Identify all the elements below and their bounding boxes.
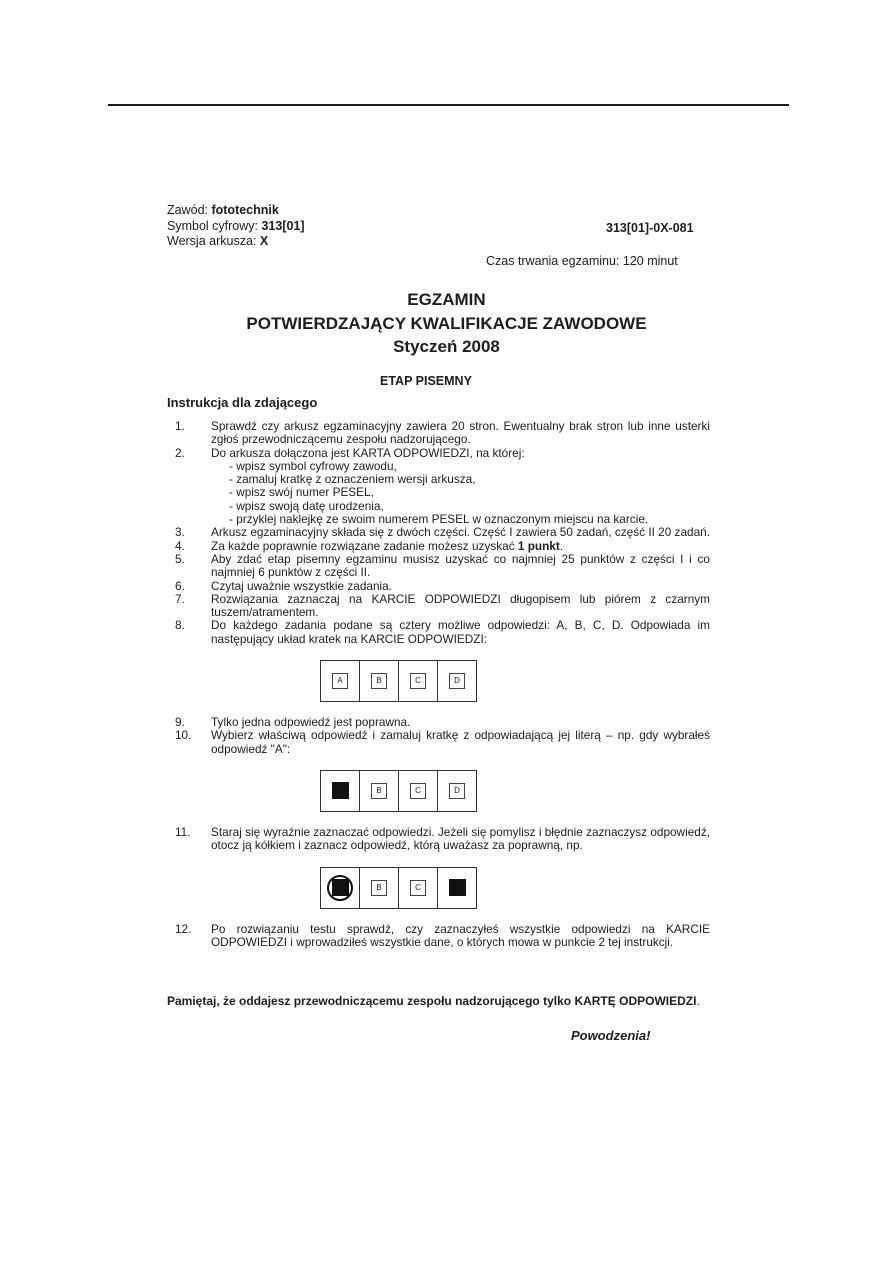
exam-duration: Czas trwania egzaminu: 120 minut [486, 254, 678, 268]
answer-grid-example [320, 660, 477, 702]
exam-meta [167, 203, 305, 250]
title-line-2: POTWIERDZAJĄCY KWALIFIKACJE ZAWODOWE [246, 314, 647, 333]
list-item: 8. Do każdego zadania podane są cztery możliwe odpowiedzi: A, B, C, D. Odpowiada im następujący układ kratek na KARCIE ODPOWIEDZI: [175, 618, 710, 646]
list-subitem: - wpisz swój numer PESEL, [229, 485, 374, 500]
title-date: Styczeń 2008 [393, 337, 500, 356]
list-subitem: - przyklej naklejkę ze swoim numerem PESEL w oznaczonym miejscu na karcie. [229, 512, 649, 527]
version-line: Wersja arkusza: X [167, 234, 269, 248]
list-subitem: - wpisz symbol cyfrowy zawodu, [229, 458, 397, 473]
answer-box-a-filled [332, 782, 349, 799]
answer-box-d: D [449, 783, 465, 799]
answer-box-d-filled [449, 879, 466, 896]
answer-box-c: C [410, 880, 426, 896]
answer-box-b: B [371, 880, 387, 896]
answer-box-b: B [371, 673, 387, 689]
list-item: 11. Staraj się wyraźnie zaznaczać odpowiedzi. Jeżeli się pomylisz i błędnie zaznaczysz odpowiedź, otocz ją kółkiem i zaznacz odpowiedź, którą uważasz za poprawną, np. [175, 824, 710, 853]
list-item: 7. Rozwiązania zaznaczaj na KARCIE ODPOWIEDZI długopisem lub piórem z czarnym tuszem/atramentem. [175, 591, 710, 620]
symbol-line: Symbol cyfrowy: 313[01] [167, 218, 305, 233]
list-item: 4. Za każde poprawnie rozwiązane zadanie możesz uzyskać 1 punkt. [175, 538, 564, 553]
answer-box-b: B [371, 783, 387, 799]
list-item: 6. Czytaj uważnie wszystkie zadania. [175, 578, 392, 593]
list-item: 9. Tylko jedna odpowiedź jest poprawna. [175, 715, 411, 730]
list-item: 5. Aby zdać etap pisemny egzaminu musisz uzyskać co najmniej 25 punktów z części I i co najmniej 6 punktów z części II. [175, 551, 710, 580]
list-item: 12. Po rozwiązaniu testu sprawdź, czy zaznaczyłeś wszystkie odpowiedzi na KARCIE ODPOWIEDZI i wprowadziłeś wszystkie dane, o których mowa w punkcie 2 tej instrukcji. [175, 921, 710, 949]
instructions-list [175, 420, 710, 949]
instructions-heading: Instrukcja dla zdającego [167, 395, 318, 410]
symbol-value: 313[01] [261, 218, 305, 233]
answer-box-c: C [410, 783, 426, 799]
list-item: 1. Sprawdź czy arkusz egzaminacyjny zawiera 20 stron. Ewentualny brak stron lub inne usterki zgłoś przewodniczącemu zespołu nadzorującego. [175, 419, 710, 447]
list-subitem: - wpisz swoją datę urodzenia, [229, 498, 384, 513]
answer-box-c: C [410, 673, 426, 689]
answer-grid-corrected [320, 867, 477, 909]
list-subitem: - zamaluj kratkę z oznaczeniem wersji arkusza, [229, 472, 476, 487]
circled-mark [327, 875, 353, 901]
profession-value: fototechnik [211, 203, 279, 217]
reminder: Pamiętaj, że oddajesz przewodniczącemu zespołu nadzorującego tylko KARTĘ ODPOWIEDZI. [167, 994, 700, 1008]
title-line-1: EGZAMIN [407, 290, 486, 309]
list-item: 3. Arkusz egzaminacyjny składa się z dwóch części. Część I zawiera 50 zadań, część II 20 zadań. [175, 525, 710, 540]
stage-title: ETAP PISEMNY [380, 374, 472, 388]
answer-grid-marked [320, 770, 477, 812]
list-item: 2. Do arkusza dołączona jest KARTA ODPOWIEDZI, na której: [175, 445, 525, 460]
answer-box-d: D [449, 673, 465, 689]
answer-box-a: A [332, 673, 348, 689]
version-value: X [259, 234, 269, 248]
top-rule [108, 104, 789, 106]
list-item: 10. Wybierz właściwą odpowiedź i zamaluj kratkę z odpowiadającą jej literą – np. gdy wybrałeś odpowiedź "A": [175, 728, 710, 756]
exam-code: 313[01]-0X-081 [606, 221, 694, 235]
good-luck: Powodzenia! [571, 1028, 651, 1043]
profession-line: Zawód: fototechnik [167, 203, 279, 217]
answer-box-a-filled [332, 879, 349, 896]
